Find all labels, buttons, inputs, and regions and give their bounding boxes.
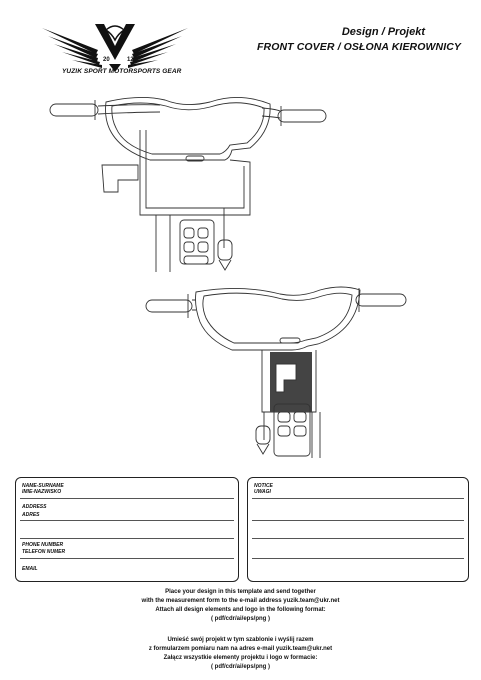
email-label: EMAIL [22,566,38,572]
phone-field-line[interactable] [20,558,234,559]
name-label-pl: IMIE-NAZWISKO [22,489,62,495]
name-field-line[interactable] [20,498,234,499]
phone-label-en: PHONE NUMBER [22,542,64,548]
address-label-pl: ADRES [22,512,40,518]
footer-pl-line-2: z formularzem pomiaru nam na adres e-mail yuzik.team@ukr.net [148,646,333,652]
notice-label-en: NOTICE [254,483,273,489]
page-subtitle: FRONT COVER / OSŁONA KIEROWNICY [257,41,461,53]
notice-line-4[interactable] [252,558,464,559]
notice-label-pl: UWAGI [254,489,271,495]
footer-instructions-en [0,588,481,624]
footer-en-line-3: Attach all design elements and logo in the following format: [155,607,326,613]
notice-line-1[interactable] [252,498,464,499]
notice-line-3[interactable] [252,538,464,539]
footer-pl-line-4: ( pdf/cdr/ai/eps/png ) [210,664,270,670]
address-field-line-1[interactable] [20,520,234,521]
logo-year-left: 20 [103,57,110,63]
front-cover-view-top [50,97,326,272]
logo-year-right: 12 [127,57,134,63]
footer-en-line-4: ( pdf/cdr/ai/eps/png ) [210,616,270,622]
footer-en-line-1: Place your design in this template and send together [165,589,316,595]
name-label-en: NAME-SURNAME [22,483,64,489]
footer-instructions-pl [0,636,481,672]
address-label-en: ADDRESS [22,504,47,510]
footer-en-line-2: with the measurement form to the e-mail address yuzik.team@ukr.net [141,598,340,604]
footer-pl-line-1: Umieść swój projekt w tym szablonie i wyślij razem [167,637,314,643]
logo-brand-text: YUZIK SPORT MOTORSPORTS GEAR [62,68,182,75]
front-cover-view-bottom [146,287,406,458]
footer-pl-line-3: Załącz wszystkie elementy projektu i logo w formacie: [163,655,318,661]
contact-form-box [15,477,239,582]
notice-line-2[interactable] [252,520,464,521]
page-title: Design / Projekt [341,26,425,38]
notice-form-box [247,477,469,582]
address-field-line-2[interactable] [20,538,234,539]
phone-label-pl: TELEFON NUMER [22,549,66,555]
